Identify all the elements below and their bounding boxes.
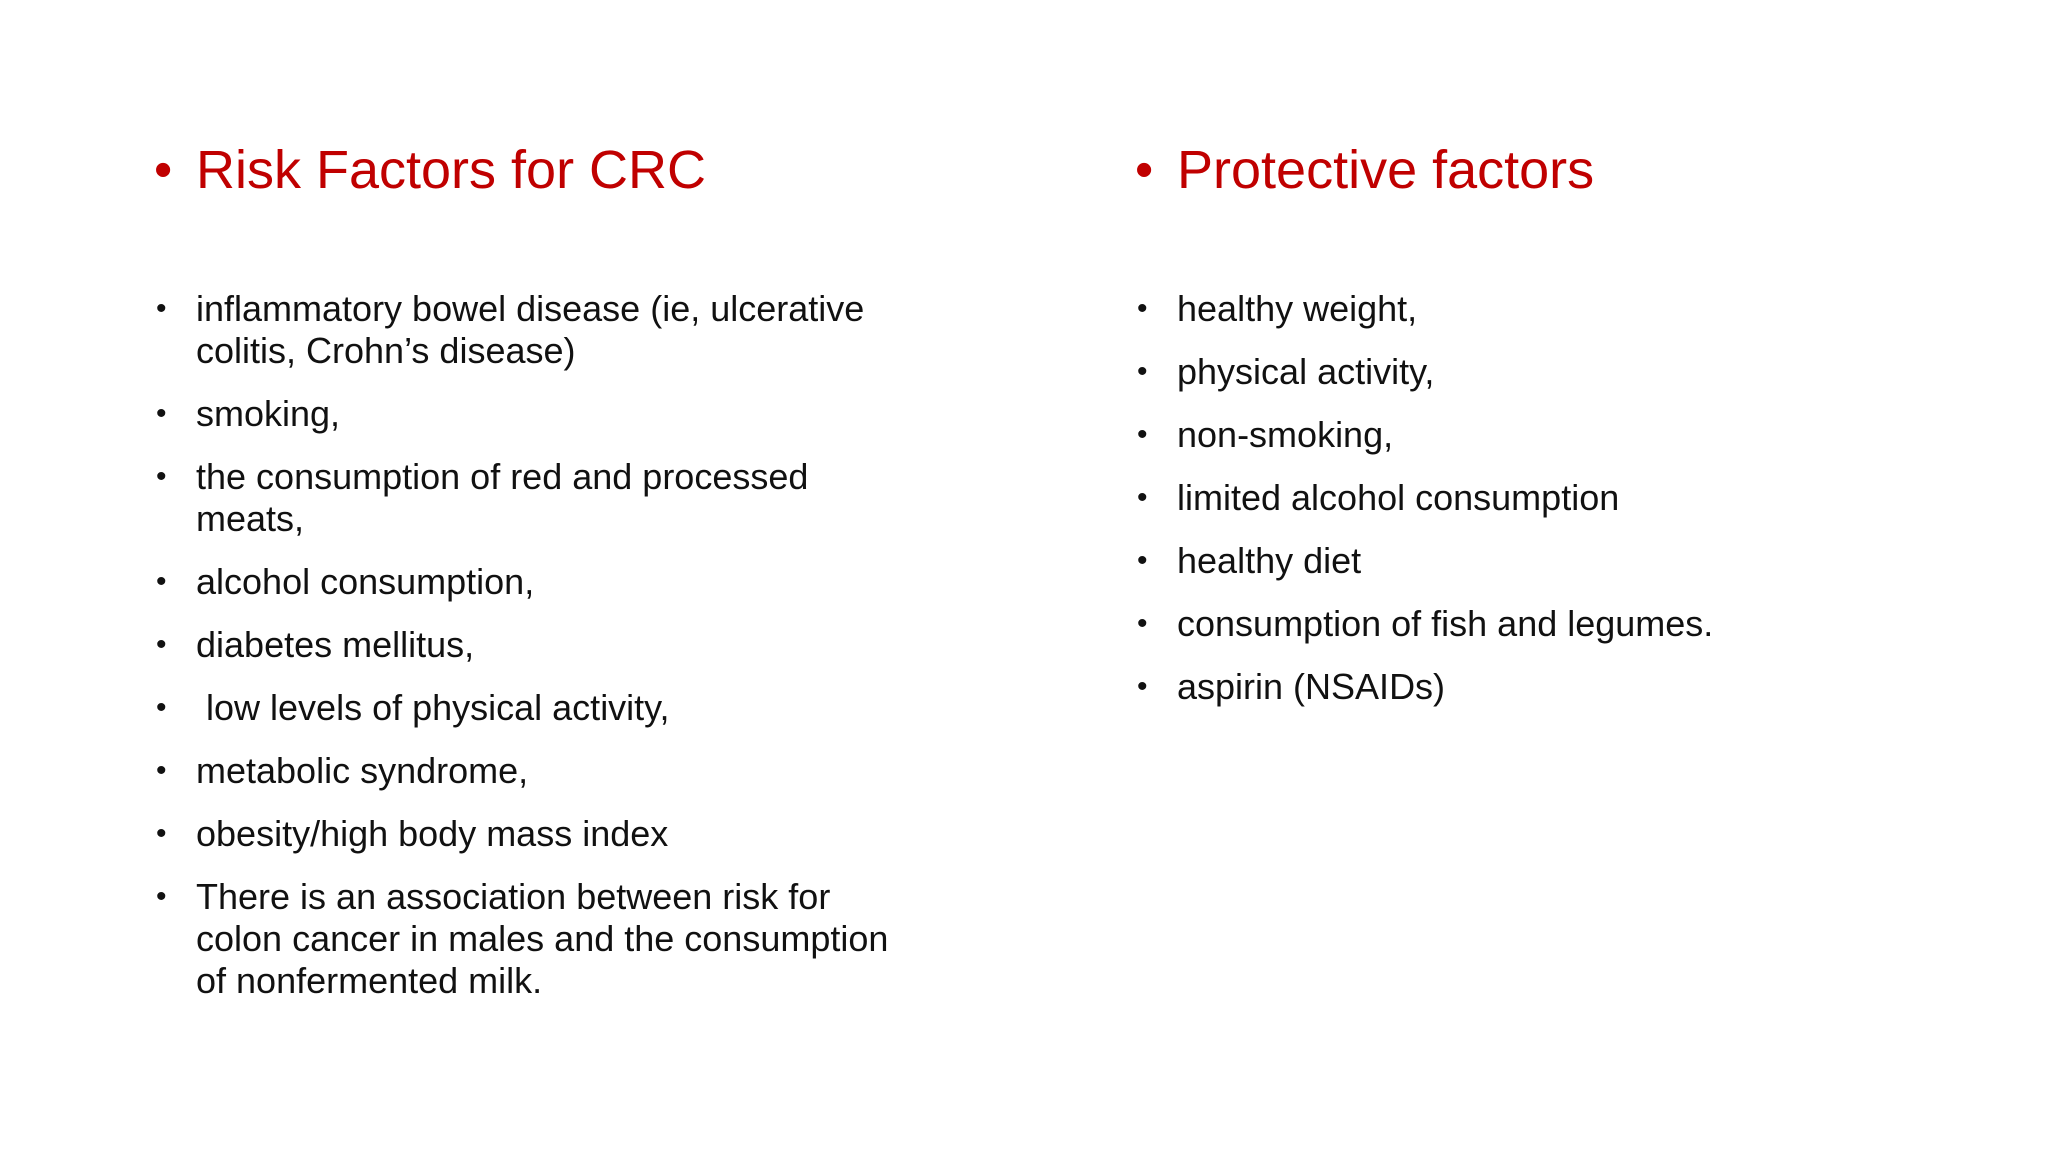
list-item xyxy=(1135,288,1995,330)
risk-factors-heading xyxy=(154,133,706,207)
list-item-text: limited alcohol consumption xyxy=(1177,477,1620,518)
list-item-text: smoking, xyxy=(196,393,341,434)
bullet-point: • xyxy=(156,292,167,325)
bullet-point: • xyxy=(156,460,167,493)
bullet-point: • xyxy=(1137,418,1148,451)
list-item-text: metabolic syndrome, xyxy=(196,750,529,791)
list-item-text: physical activity, xyxy=(1177,351,1435,392)
list-item-text: healthy weight, xyxy=(1177,288,1418,329)
list-item xyxy=(154,624,914,666)
bullet-point: • xyxy=(156,397,167,430)
list-item-text: alcohol consumption, xyxy=(196,561,535,602)
list-item xyxy=(154,876,914,1002)
bullet-point: • xyxy=(156,754,167,787)
list-item xyxy=(154,750,914,792)
list-item xyxy=(154,813,914,855)
list-item-text: consumption of fish and legumes. xyxy=(1177,603,1714,644)
list-item xyxy=(1135,351,1995,393)
bullet-point: • xyxy=(1137,544,1148,577)
bullet-point: • xyxy=(156,691,167,724)
list-item xyxy=(154,561,914,603)
risk-factors-heading-text: Risk Factors for CRC xyxy=(196,140,707,200)
bullet-point: • xyxy=(1137,355,1148,388)
list-item-text: the consumption of red and processed meats, xyxy=(196,456,809,539)
bullet-point: • xyxy=(1137,670,1148,703)
list-item xyxy=(154,456,914,540)
list-item xyxy=(154,393,914,435)
list-item xyxy=(1135,540,1995,582)
heading-bullet: • xyxy=(1135,141,1154,199)
bullet-point: • xyxy=(1137,481,1148,514)
list-item xyxy=(1135,603,1995,645)
bullet-point: • xyxy=(1137,607,1148,640)
protective-factors-heading xyxy=(1135,133,1594,207)
list-item-text: inflammatory bowel disease (ie, ulcerative colitis, Crohn’s disease) xyxy=(196,288,865,371)
list-item xyxy=(1135,414,1995,456)
list-item-text: diabetes mellitus, xyxy=(196,624,475,665)
bullet-point: • xyxy=(156,628,167,661)
bullet-point: • xyxy=(156,817,167,850)
list-item-text: non-smoking, xyxy=(1177,414,1394,455)
bullet-point: • xyxy=(156,565,167,598)
list-item-text: aspirin (NSAIDs) xyxy=(1177,666,1446,707)
heading-bullet: • xyxy=(154,141,173,199)
list-item xyxy=(1135,477,1995,519)
list-item xyxy=(154,687,914,729)
bullet-point: • xyxy=(1137,292,1148,325)
list-item-text: healthy diet xyxy=(1177,540,1362,581)
list-item-text: obesity/high body mass index xyxy=(196,813,669,854)
protective-factors-list xyxy=(1135,288,1995,729)
list-item-text: There is an association between risk for colon cancer in males and the consumption of nonfermented milk. xyxy=(196,876,889,1001)
list-item xyxy=(154,288,914,372)
protective-factors-heading-text: Protective factors xyxy=(1177,140,1595,200)
list-item-text: low levels of physical activity, xyxy=(196,687,670,728)
risk-factors-list xyxy=(154,288,914,1023)
bullet-point: • xyxy=(156,880,167,913)
list-item xyxy=(1135,666,1995,708)
